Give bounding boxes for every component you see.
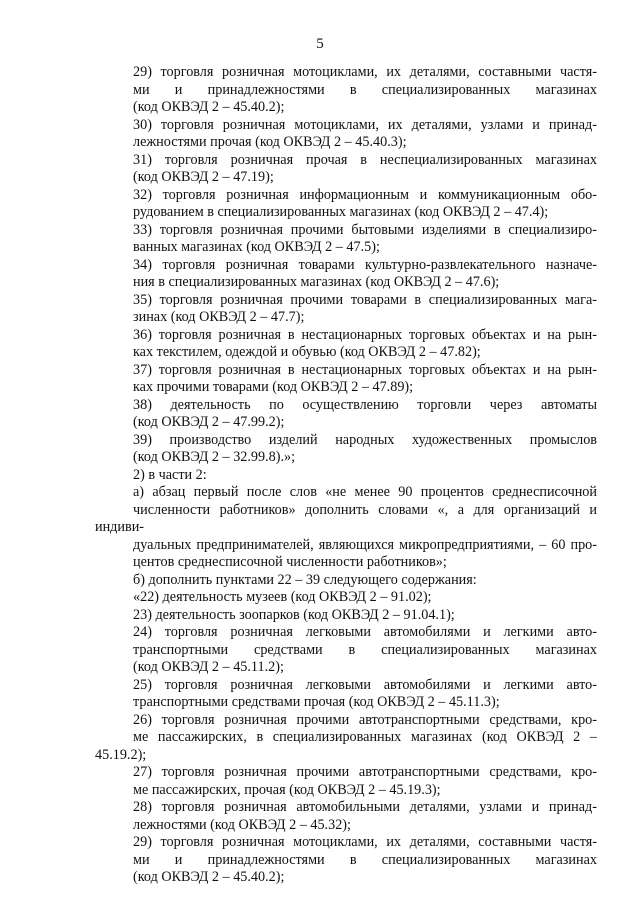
paragraph-line: (код ОКВЭД 2 – 47.99.2);: [133, 414, 285, 430]
paragraph-line: 24) торговля розничная легковыми автомобилями и легкими авто-: [133, 624, 597, 640]
paragraph-line: численности работников» дополнить словами «, а для организаций и индиви-: [95, 501, 597, 535]
paragraph-line: 35) торговля розничная прочими товарами в специализированных мага-: [133, 291, 597, 308]
paragraph: [95, 712, 597, 765]
paragraph-line: транспортными средствами в специализированных магазинах: [133, 641, 597, 658]
paragraph: [95, 677, 597, 712]
document-body: [95, 64, 597, 887]
paragraph-line: лежностями (код ОКВЭД 2 – 45.32);: [133, 816, 351, 833]
paragraph-line: транспортными средствами прочая (код ОКВЭД 2 – 45.11.3);: [133, 694, 500, 710]
paragraph-line: 23) деятельность зоопарков (код ОКВЭД 2 – 91.04.1);: [133, 606, 455, 623]
paragraph-line: ках прочими товарами (код ОКВЭД 2 – 47.89);: [133, 379, 414, 395]
paragraph: [95, 484, 597, 572]
paragraph-line: 34) торговля розничная товарами культурно-развлекательного назначе-: [133, 256, 597, 273]
paragraph-line: лежностями прочая (код ОКВЭД 2 – 45.40.3);: [133, 134, 407, 150]
paragraph-line: 38) деятельность по осуществлению торговли через автоматы: [133, 396, 597, 413]
paragraph-line: ме пассажирских, прочая (код ОКВЭД 2 – 45.19.3);: [133, 781, 441, 798]
paragraph-line: ванных магазинах (код ОКВЭД 2 – 47.5);: [133, 239, 380, 255]
paragraph: [95, 397, 597, 432]
paragraph: [95, 292, 597, 327]
paragraph-line: (код ОКВЭД 2 – 45.40.2);: [133, 99, 285, 115]
paragraph-line: 39) производство изделий народных художественных промыслов: [133, 431, 597, 448]
paragraph-line: (код ОКВЭД 2 – 45.40.2);: [133, 869, 285, 885]
paragraph: [95, 607, 597, 625]
paragraph: [95, 117, 597, 152]
paragraph-line: ках текстилем, одеждой и обувью (код ОКВЭД 2 – 47.82);: [133, 344, 481, 360]
paragraph-line: зинах (код ОКВЭД 2 – 47.7);: [133, 309, 305, 325]
paragraph-line: 26) торговля розничная прочими автотранспортными средствами, кро-: [133, 711, 597, 728]
paragraph-line: 37) торговля розничная в нестационарных торговых объектах и на рын-: [133, 361, 597, 378]
paragraph-line: б) дополнить пунктами 22 – 39 следующего содержания:: [133, 571, 477, 588]
paragraph-line: ния в специализированных магазинах (код ОКВЭД 2 – 47.6);: [133, 274, 500, 290]
paragraph: [95, 799, 597, 834]
paragraph-line: ми и принадлежностями в специализированных магазинах: [133, 851, 597, 868]
paragraph: [95, 467, 597, 485]
paragraph-line: 33) торговля розничная прочими бытовыми изделиями в специализиро-: [133, 221, 597, 238]
paragraph-line: центов среднесписочной численности работников»;: [133, 554, 447, 570]
paragraph-line: а) абзац первый после слов «не менее 90 процентов среднесписочной: [133, 484, 597, 500]
paragraph: [95, 327, 597, 362]
paragraph: [95, 362, 597, 397]
paragraph-line: «22) деятельность музеев (код ОКВЭД 2 – 91.02);: [133, 589, 432, 605]
paragraph: [95, 64, 597, 117]
paragraph-line: 36) торговля розничная в нестационарных торговых объектах и на рын-: [133, 326, 597, 343]
page-number: 5: [316, 36, 324, 52]
paragraph: [95, 572, 597, 590]
paragraph-line: 31) торговля розничная прочая в неспециализированных магазинах: [133, 151, 597, 168]
paragraph: [95, 624, 597, 677]
paragraph-line: рудованием в специализированных магазинах (код ОКВЭД 2 – 47.4);: [133, 204, 549, 220]
paragraph: [95, 764, 597, 799]
paragraph-line: ме пассажирских, в специализированных магазинах (код ОКВЭД 2 – 45.19.2);: [95, 729, 597, 763]
paragraph-line: дуальных предпринимателей, являющихся микропредприятиями, – 60 про-: [133, 536, 597, 553]
paragraph: [95, 187, 597, 222]
paragraph-line: (код ОКВЭД 2 – 47.19);: [133, 169, 274, 185]
paragraph-line: 29) торговля розничная мотоциклами, их деталями, составными частя-: [133, 834, 597, 850]
paragraph-line: ми и принадлежностями в специализированных магазинах: [133, 81, 597, 98]
paragraph-line: 29) торговля розничная мотоциклами, их деталями, составными частя-: [133, 64, 597, 80]
paragraph: [95, 432, 597, 467]
paragraph: [95, 834, 597, 887]
paragraph-line: 25) торговля розничная легковыми автомобилями и легкими авто-: [133, 676, 597, 693]
paragraph-line: 27) торговля розничная прочими автотранспортными средствами, кро-: [133, 764, 597, 780]
paragraph-line: (код ОКВЭД 2 – 45.11.2);: [133, 659, 284, 675]
paragraph: [95, 257, 597, 292]
paragraph-line: 32) торговля розничная информационным и коммуникационным обо-: [133, 186, 597, 203]
paragraph-line: 2) в части 2:: [133, 466, 207, 483]
paragraph: [95, 152, 597, 187]
paragraph-line: (код ОКВЭД 2 – 32.99.8).»;: [133, 449, 296, 465]
paragraph-line: 30) торговля розничная мотоциклами, их деталями, узлами и принад-: [133, 116, 597, 133]
paragraph-line: 28) торговля розничная автомобильными деталями, узлами и принад-: [133, 799, 597, 815]
paragraph: [95, 222, 597, 257]
paragraph: [95, 589, 597, 607]
